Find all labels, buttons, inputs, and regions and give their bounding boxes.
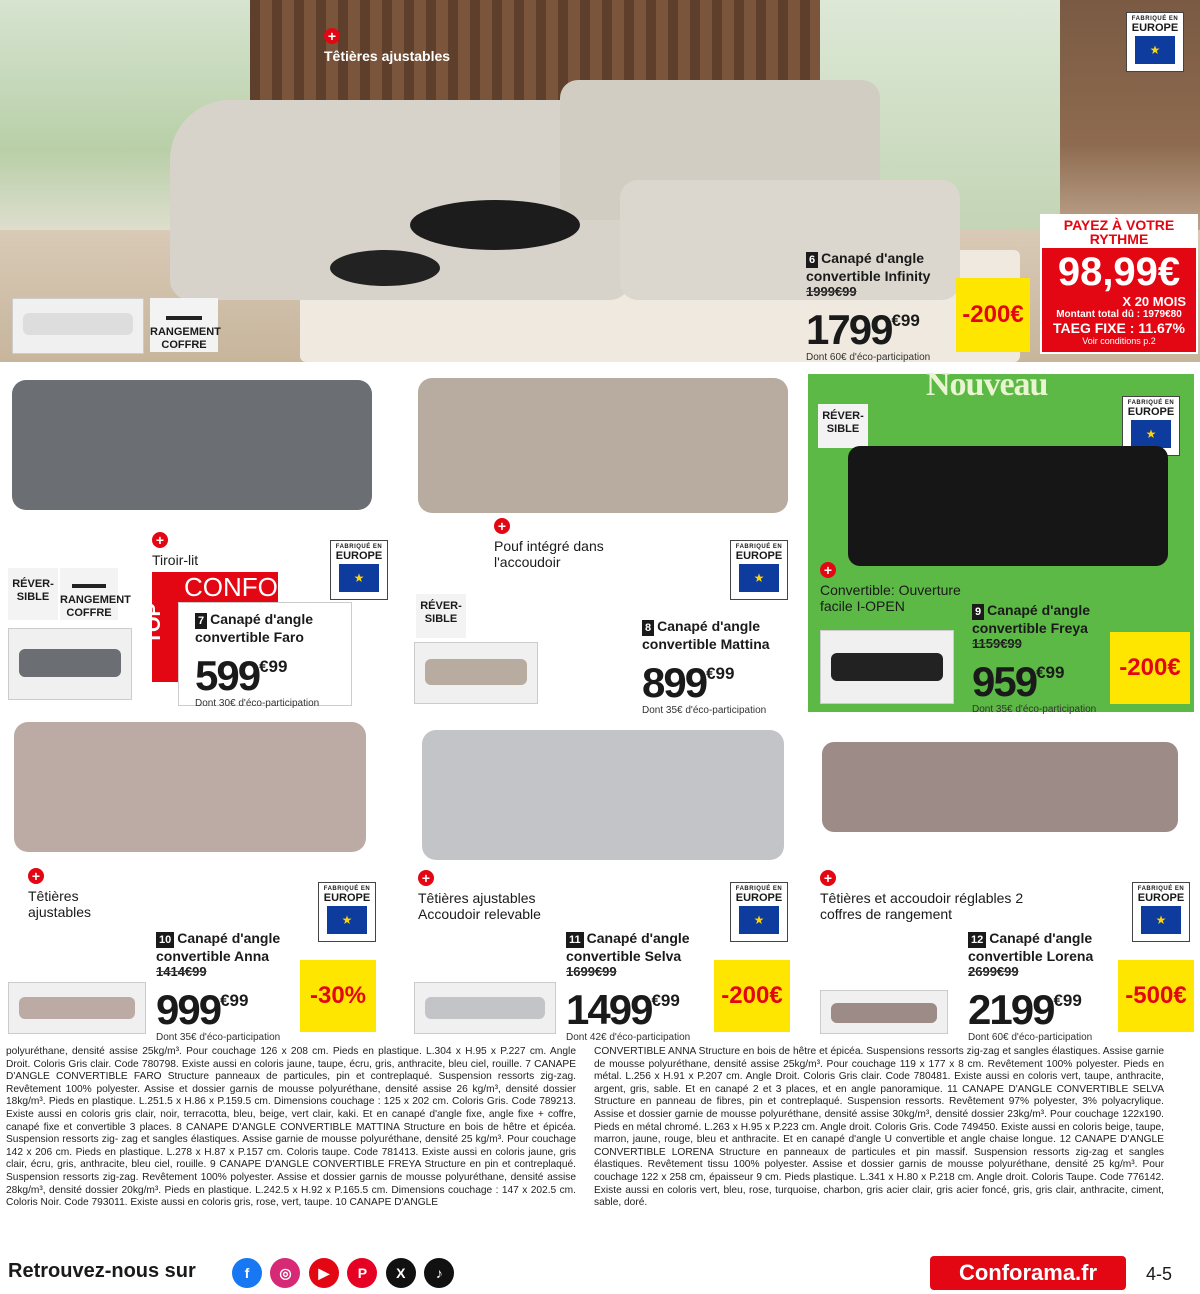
eco-participation: Dont 35€ d'éco-participation [642,705,767,716]
credit-taeg: TAEG FIXE : 11.67% [1052,320,1185,336]
lorena-feature-label: Têtières et accoudoir réglables 2 coffres de rangement [820,890,1024,922]
mattina-product [642,618,802,716]
old-price: 1414€99 [156,964,207,979]
eu-flag-icon: ★ [327,906,367,934]
old-price: 1999€99 [806,284,857,299]
topconfo-badge: CONFO [178,572,278,602]
facebook-icon[interactable]: f [232,1258,262,1288]
lorena-feature [820,870,1040,922]
price-main: 599 [195,652,260,699]
hero-eu-badge [1126,12,1184,72]
pinterest-icon[interactable]: P [347,1258,377,1288]
selva-discount: -200€ [714,960,790,1032]
product-name: Canapé d'angle convertible Selva [566,930,690,964]
price-cents: €99 [220,991,249,1010]
anna-sofa-image [14,722,366,852]
credit-header: PAYEZ À VOTRE RYTHME [1042,216,1196,248]
price-main: 959 [972,658,1037,705]
selva-feature [418,870,578,922]
mattina-feature-label: Pouf intégré dans l'accoudoir [494,538,604,570]
eu-label-europe: EUROPE [735,550,783,562]
lorena-discount: -500€ [1118,960,1194,1032]
description-right: CONVERTIBLE ANNA Structure en bois de hêtre et épicéa. Suspensions ressorts zig-zag et sangles élastiques. Assise garnie de mousse polyuréthane, densité assise 25kg/m³. Pour couchage 119 x 177 x 8 cm. Revêtement 100% polyester. Pieds en métal. L.256 x H.91 x P.207 cm. Angle Droit. Coloris Gris clair. Code 780481. Existe aussi en coloris vert, taupe, anthracite, argent, gris, sable. Et en canapé 2 et 3 places, et en angle panoramique. 11 CANAPE D'ANGLE CONVERTIBLE SELVA Structure en panneau de fibres, pin et contreplaqué. Suspension ressorts. Revêtement 97% polyester, 3% polyacrylique. Assise et dossier garnie de mousse polyuréthane, densité assise 30kg/m³, densité dossier 23kg/m³. Pour couchage 122x190. Pieds en métal chromé. L.263 x H.95 x P.223 cm. Angle droit. Coloris Gris. Code 749450. Existe aussi en coloris beige, taupe, marron, jaune, rouge, bleu et anthracite. Et en canapé d'angle U convertible et angle chaise longue. 12 CANAPE D'ANGLE CONVERTIBLE LORENA Structure en panneaux de particules et pin massif. Suspension ressorts zig-zag et sangles élastiques. Revêtement tissu 100% polyester. Assise et dossier garnis de mousse polyuréthane, densité 25 kg/m³. Pour couchage 122 x 258 cm, épaisseur 9 cm. Pieds plastique. L.341 x H.80 x P.218 cm. Angle droit. Coloris Taupe. Code 776142. Existe aussi en coloris vert, bleu, rose, turquoise, charbon, gris acier clair, gris acier foncé, gris, gris clair, anthracite, ciment, sable, doré. [594,1046,1164,1209]
freya-feature-label: Convertible: Ouverture facile I-OPEN [820,582,961,614]
price-cents: €99 [259,657,288,676]
eu-flag-icon: ★ [1131,420,1171,448]
hero-product [806,250,956,363]
social-links [232,1258,458,1288]
product-number: 8 [642,620,654,636]
freya-discount: -200€ [1110,632,1190,704]
mattina-thumb [414,642,538,704]
faro-eu-badge [330,540,388,600]
price [195,645,335,698]
selva-sofa-image [422,730,784,860]
lorena-eu-badge [1132,882,1190,942]
freya-sofa-image [848,446,1168,566]
product-number: 10 [156,932,174,948]
hero-discount: -200€ [956,278,1030,352]
plus-icon: + [820,870,836,886]
product-number: 12 [968,932,986,948]
eu-label: FABRIQUÉ EN [335,544,383,550]
description-left: polyuréthane, densité assise 25kg/m³. Pour couchage 126 x 208 cm. Pieds en plastique. L.304 x H.95 x P.227 cm. Angle Droit. Coloris Gris clair. Code 780798. Existe aussi en coloris jaune, taupe, écru, gris, anthracite, bleu ciel, rouille. 7 CANAPE D'ANGLE CONVERTIBLE FARO Structure panneaux de particules, pin et contreplaqué. Suspension ressorts zig-zag. Revêtement 100% polyester. Assise et dossier garnis de mousse polyuréthane, densité assise 26 kg/m³, densité dossier 18kg/m³. Pieds en plastique. L.251.5 x H.86 x P.159.5 cm. Dimensions couchage : 125 x 202 cm. Coloris Gris. Code 789213. Existe aussi en coloris gris clair, noir, terracotta, bleu, beige, vert clair, kaki. Et en canapé d'angle fixe, angle fixe + coffre, canapé fixe et convertible 3 places. 8 CANAPE D'ANGLE CONVERTIBLE MATTINA Structure en bois de hêtre et épicéa. Suspension ressorts zig- zag et sangles élastiques. Assise garnie de mousse polyuréthane, densité 25 kg/m³. Pour couchage 142 x 206 cm. Pieds en plastique. L.278 x H.87 x P.157 cm. Coloris taupe. Code 781413. Existe aussi en coloris jaune, gris clair, écru, gris, anthracite, bleu ciel, rouille. 9 CANAPE D'ANGLE CONVERTIBLE FREYA Structure en pin et contreplaqué. Suspension ressorts zig-zag. Revêtement 100% polyester. Assise et dossier garnis de mousse polyuréthane, densité assise 28kg/m³, densité dossier 20kg/m³. Pieds en plastique. L.242.5 x H.92 x P.165.5 cm. Dimensions couchage : 147 x 202.5 cm. Coloris Noir. Code 793011. Existe aussi en coloris gris, rose, vert, taupe. 10 CANAPE D'ANGLE [6,1046,576,1209]
price-cents: €99 [706,664,735,683]
price [566,979,716,1032]
plus-icon: + [28,868,44,884]
faro-price-box [178,602,352,709]
lorena-thumb [820,990,948,1034]
product-number: 7 [195,613,207,629]
eu-label: FABRIQUÉ EN [735,886,783,892]
instagram-icon[interactable]: ◎ [270,1258,300,1288]
lorena-sofa-image [822,742,1178,832]
credit-total: Montant total dû : 1979€80 [1056,309,1182,320]
mattina-reversible-tag: RÉVER-SIBLE [416,594,466,638]
credit-offer [1040,214,1198,354]
eu-flag-icon: ★ [1141,906,1181,934]
faro-sofa-image [12,380,372,510]
plus-icon: + [494,518,510,534]
mattina-sofa-image [418,378,788,513]
eu-label: FABRIQUÉ EN [323,886,371,892]
freya-reversible-tag: RÉVER-SIBLE [818,404,868,448]
product-name: Canapé d'angle convertible Lorena [968,930,1094,964]
credit-months: X 20 MOIS [1122,294,1186,309]
eu-label-europe: EUROPE [323,892,371,904]
mattina-feature [494,518,644,570]
lorena-product [968,930,1114,1043]
eu-label-europe: EUROPE [1127,406,1175,418]
price-main: 999 [156,986,221,1033]
price-main: 2199 [968,986,1054,1033]
eu-label: FABRIQUÉ EN [735,544,783,550]
topconfo-badge-side [142,572,178,682]
eu-flag-icon: ★ [739,906,779,934]
eu-label: FABRIQUÉ EN [1137,886,1185,892]
eco-participation: Dont 35€ d'éco-participation [972,704,1097,715]
eco-participation: Dont 60€ d'éco-participation [968,1032,1093,1043]
anna-eu-badge [318,882,376,942]
faro-storage-tag [60,568,131,620]
eu-label-europe: EUROPE [1137,892,1185,904]
hero-feature [324,28,450,64]
price [968,979,1114,1032]
plus-icon: + [152,532,168,548]
freya-feature [820,562,968,614]
product-name: Canapé d'angle convertible Anna [156,930,281,964]
freya-product [972,602,1108,715]
eu-flag-icon: ★ [339,564,379,592]
eu-flag-icon: ★ [739,564,779,592]
product-name: Canapé d'angle convertible Freya [972,602,1091,636]
storage-icon [166,304,202,320]
plus-icon: + [418,870,434,886]
price [642,652,802,705]
follow-us-label: Retrouvez-nous sur [8,1260,196,1282]
conforama-link[interactable]: Conforama.fr [930,1256,1126,1290]
plus-icon: + [324,28,340,44]
hero-side-table [330,250,440,286]
youtube-icon[interactable]: ▶ [309,1258,339,1288]
plus-icon: + [820,562,836,578]
price-cents: €99 [651,991,680,1010]
old-price: 1159€99 [972,636,1022,651]
credit-conditions: Voir conditions p.2 [1082,336,1156,346]
hero-coffee-table [410,200,580,250]
price-main: 1499 [566,986,652,1033]
anna-feature-label: Têtières ajustables [28,888,92,920]
price-cents: €99 [1036,663,1065,682]
product-name: Canapé d'angle convertible Faro [195,611,314,645]
topconfo-top: TOP [142,603,165,644]
faro-storage-label: RANGEMENT COFFRE [60,594,131,619]
eco-participation: Dont 60€ d'éco-participation [806,352,931,363]
product-name: Canapé d'angle convertible Infinity [806,250,931,284]
eu-label-europe: EUROPE [335,550,383,562]
old-price: 1699€99 [566,964,617,979]
page-number: 4-5 [1146,1264,1173,1284]
price-cents: €99 [1053,991,1082,1010]
eu-label: FABRIQUÉ EN [1127,400,1175,406]
hero-storage-label: RANGEMENT COFFRE [150,326,221,351]
selva-thumb [414,982,556,1034]
eu-label: FABRIQUÉ EN [1131,16,1179,22]
eu-label-europe: EUROPE [1131,22,1179,34]
price-main: 1799 [806,306,892,353]
price [972,651,1108,704]
storage-icon [72,574,106,588]
anna-product [156,930,296,1043]
anna-thumb [8,982,146,1034]
product-number: 9 [972,604,984,620]
tiktok-icon[interactable]: ♪ [424,1258,454,1288]
anna-discount: -30% [300,960,376,1032]
nouveau-badge: Nouveau [926,366,1048,403]
eco-participation: Dont 30€ d'éco-participation [195,698,320,709]
x-icon[interactable]: X [386,1258,416,1288]
price [806,299,956,352]
hero-feature-label: Têtières ajustables [324,48,451,64]
product-number: 6 [806,252,818,268]
credit-amount: 98,99€ [1057,250,1181,294]
eco-participation: Dont 42€ d'éco-participation [566,1032,691,1043]
hero-thumb-convertible [12,298,144,354]
price-cents: €99 [891,311,920,330]
selva-product [566,930,716,1043]
faro-reversible-tag: RÉVER-SIBLE [8,568,58,620]
old-price: 2699€99 [968,964,1019,979]
freya-thumb [820,630,954,704]
hero-storage-tag [150,298,221,352]
selva-eu-badge [730,882,788,942]
eco-participation: Dont 35€ d'éco-participation [156,1032,281,1043]
faro-feature [152,532,198,568]
product-name: Canapé d'angle convertible Mattina [642,618,770,652]
anna-feature [28,868,118,920]
faro-thumb [8,628,132,700]
mattina-eu-badge [730,540,788,600]
eu-flag-icon: ★ [1135,36,1175,64]
price-main: 899 [642,659,707,706]
price [156,979,296,1032]
product-number: 11 [566,932,584,948]
selva-feature-label: Têtières ajustables Accoudoir relevable [418,890,541,922]
faro-feature-label: Tiroir-lit [152,552,199,568]
eu-label-europe: EUROPE [735,892,783,904]
